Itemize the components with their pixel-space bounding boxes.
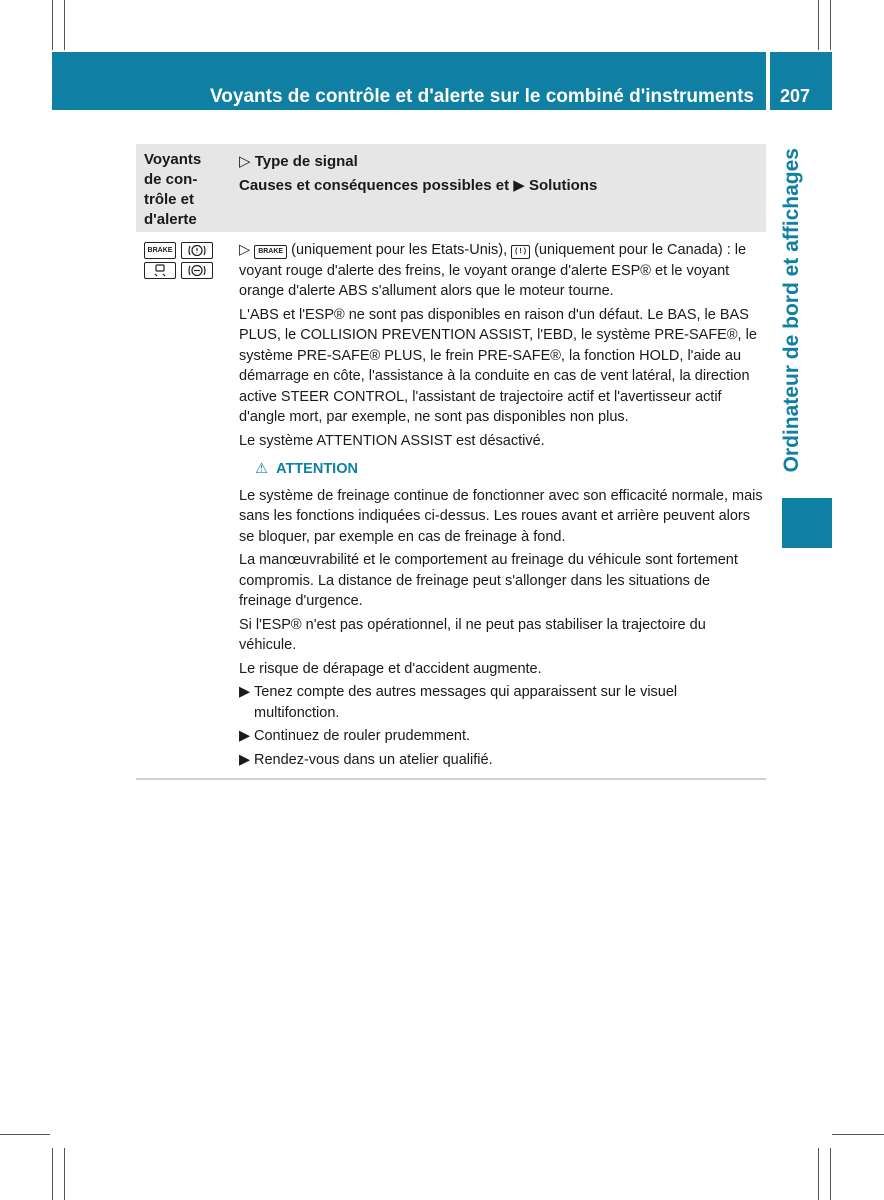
warning-paragraph: Le système de freinage continue de fonctionner avec son efficacité normale, mais sans les fonctions indiquées ci-dessus. Les roues avant et arrière peuvent alors se bloquer, par exemple en cas de freinage à fond.	[239, 487, 763, 545]
bullet-arrow-icon: ▶	[239, 684, 251, 700]
action-bullet: ▶ Continuez de rouler prudemment.	[239, 726, 763, 747]
page-number-box	[770, 52, 832, 110]
warning-heading: ⚠ ATTENTION	[255, 461, 358, 477]
brake-circle-icon: ( ! )	[511, 245, 530, 259]
action-bullet: ▶ Rendez-vous dans un atelier qualifié.	[239, 750, 763, 771]
crop-mark	[830, 0, 831, 50]
side-tab-marker	[782, 498, 832, 548]
attention-assist-paragraph: Le système ATTENTION ASSIST est désactivé.	[239, 432, 545, 449]
bullet-arrow-icon: ▶	[239, 751, 251, 768]
row-description	[239, 240, 763, 773]
abs-icon	[181, 262, 213, 279]
brake-circle-icon	[181, 242, 213, 259]
column-header-description: ▷ Type de signal Causes et conséquences possibles et ▶ Solutions	[239, 153, 598, 194]
brake-warning-icon: BRAKE	[144, 242, 176, 259]
warning-paragraph: Si l'ESP® n'est pas opérationnel, il ne peut pas stabiliser la trajectoire du véhicule.	[239, 616, 706, 653]
crop-mark	[830, 1148, 831, 1200]
table-bottom-rule	[136, 778, 766, 780]
crop-mark	[818, 1148, 819, 1200]
page-title: Voyants de contrôle et d'alerte sur le combiné d'instruments	[210, 86, 754, 107]
page-header	[52, 52, 766, 110]
crop-mark	[818, 0, 819, 50]
crop-mark	[64, 1148, 65, 1200]
esp-skid-icon	[144, 262, 176, 279]
crop-mark	[0, 1134, 50, 1135]
side-section-title: Ordinateur de bord et affichages	[780, 148, 803, 473]
column-header-indicators: Voyants de con- trôle et d'alerte	[144, 151, 202, 228]
crop-mark	[52, 0, 53, 50]
crop-mark	[52, 1148, 53, 1200]
consequence-paragraph: L'ABS et l'ESP® ne sont pas disponibles en raison d'un défaut. Le BAS, le BAS PLUS, le COLLISION PREVENTION ASSIST, l'EBD, le système PRE-SAFE®, le système PRE-SAFE® PLUS, le frein PRE-SAFE®, la fonction HOLD, l'aide au démarrage en côte, l'assistance à la conduite en cas de vent latéral, la direction active STEER CONTROL, l'assistant de trajectoire actif et l'avertisseur actif d'angle mort, par exemple, ne sont pas disponibles non plus.	[239, 306, 757, 425]
warning-paragraph: La manœuvrabilité et le comportement au freinage du véhicule sont fortement compromis. La distance de freinage peut s'allonger dans les situations de freinage d'urgence.	[239, 552, 738, 609]
brake-warning-icon: BRAKE	[254, 245, 287, 259]
crop-mark	[832, 1134, 884, 1135]
cause-paragraph: ▷ BRAKE (uniquement pour les Etats-Unis), ( ! ) (uniquement pour le Canada) : le voyant rouge d'alerte des freins, le voyant orange d'alerte ESP® et le voyant orange d'alerte ABS s'allument alors que le moteur tourne.	[239, 242, 747, 299]
action-bullet: ▶ Tenez compte des autres messages qui apparaissent sur le visuel multifonction.	[239, 684, 678, 721]
table-header	[136, 144, 766, 232]
bullet-arrow-icon: ▶	[239, 728, 251, 744]
page-number: 207	[779, 86, 811, 106]
warning-paragraph: Le risque de dérapage et d'accident augmente.	[239, 660, 542, 677]
crop-mark	[64, 0, 65, 50]
warning-triangle-icon: ⚠	[255, 461, 268, 477]
